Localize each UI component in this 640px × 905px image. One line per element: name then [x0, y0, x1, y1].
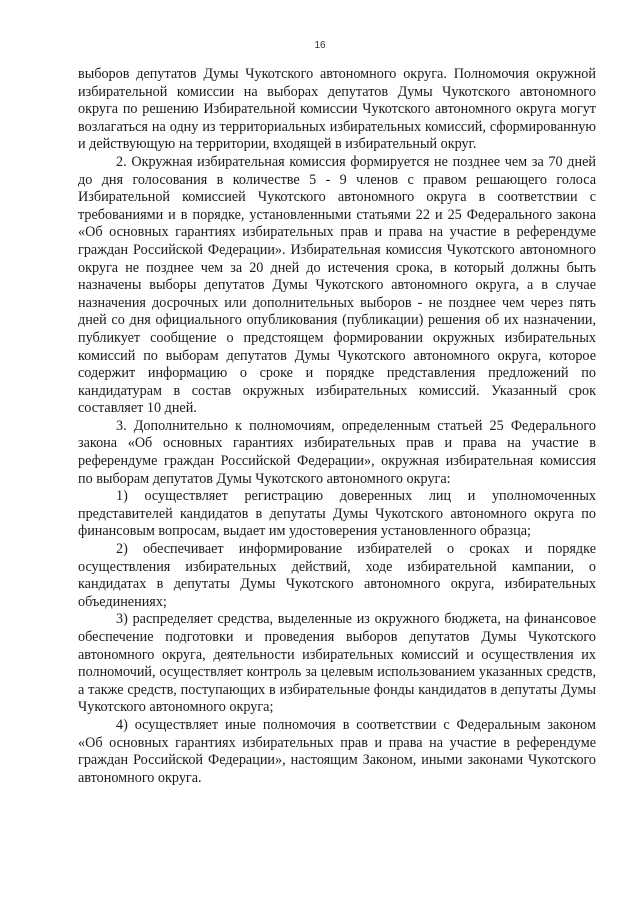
paragraph: 3. Дополнительно к полномочиям, определенным статьей 25 Федерального закона «Об основных гарантиях избирательных прав и права на участие в референдуме граждан Российской Федерации», окружная избирательная комиссия по выборам депутатов Думы Чукотского автономного округа: — [78, 417, 596, 487]
document-body — [78, 66, 596, 787]
paragraph: 3) распределяет средства, выделенные из окружного бюджета, на финансовое обеспечение подготовки и проведения выборов депутатов Думы Чукотского автономного округа, деятельности избирательных комиссий и осуществления их полномочий, осуществляет контроль за целевым использованием указанных средств, а также средств, поступающих в избирательные фонды кандидатов в депутаты Думы Чукотского автономного округа; — [78, 611, 596, 716]
paragraph: 2) обеспечивает информирование избирателей о сроках и порядке осуществления избирательных действий, ходе избирательной кампании, о кандидатах в депутаты Думы Чукотского автономного округа, избирательных объединениях; — [78, 541, 596, 610]
paragraph: 4) осуществляет иные полномочия в соответствии с Федеральным законом «Об основных гарантиях избирательных прав и права на участие в референдуме граждан Российской Федерации», настоящим Законом, иными законами Чукотского автономного округа. — [78, 716, 596, 786]
paragraph: выборов депутатов Думы Чукотского автономного округа. Полномочия окружной избирательной комиссии на выборах депутатов Думы Чукотского автономного округа по решению Избирательной комиссии Чукотского автономного округа могут возлагаться на одну из территориальных избирательных комиссий, сформированную и действующую на территории, входящей в избирательный округ. — [78, 66, 596, 153]
page-number: 16 — [314, 40, 326, 51]
paragraph: 2. Окружная избирательная комиссия формируется не позднее чем за 70 дней до дня голосования в количестве 5 - 9 членов с правом решающего голоса Избирательной комиссией Чукотского автономного округа в соответствии с требованиями и в порядке, установленными статьями 22 и 25 Федерального закона «Об основных гарантиях избирательных прав и права на участие в референдуме граждан Российской Федерации». Избирательная комиссия Чукотского автономного округа не позднее чем за 20 дней до истечения срока, в который должны быть назначены выборы депутатов Думы Чукотского автономного округа, а в случае назначения досрочных или дополнительных выборов - не позднее чем через пять дней со дня официального опубликования (публикации) решения об их назначении, публикует сообщение о предстоящем формировании окружных избирательных комиссий по выборам депутатов Думы Чукотского автономного округа, которое содержит информацию о сроке и порядке представления предложений по кандидатурам в состав окружных избирательных комиссий. Указанный срок составляет 10 дней. — [78, 153, 596, 417]
paragraph: 1) осуществляет регистрацию доверенных лиц и уполномоченных представителей кандидатов в депутаты Думы Чукотского автономного округа по финансовым вопросам, выдает им удостоверения установленного образца; — [78, 488, 596, 540]
